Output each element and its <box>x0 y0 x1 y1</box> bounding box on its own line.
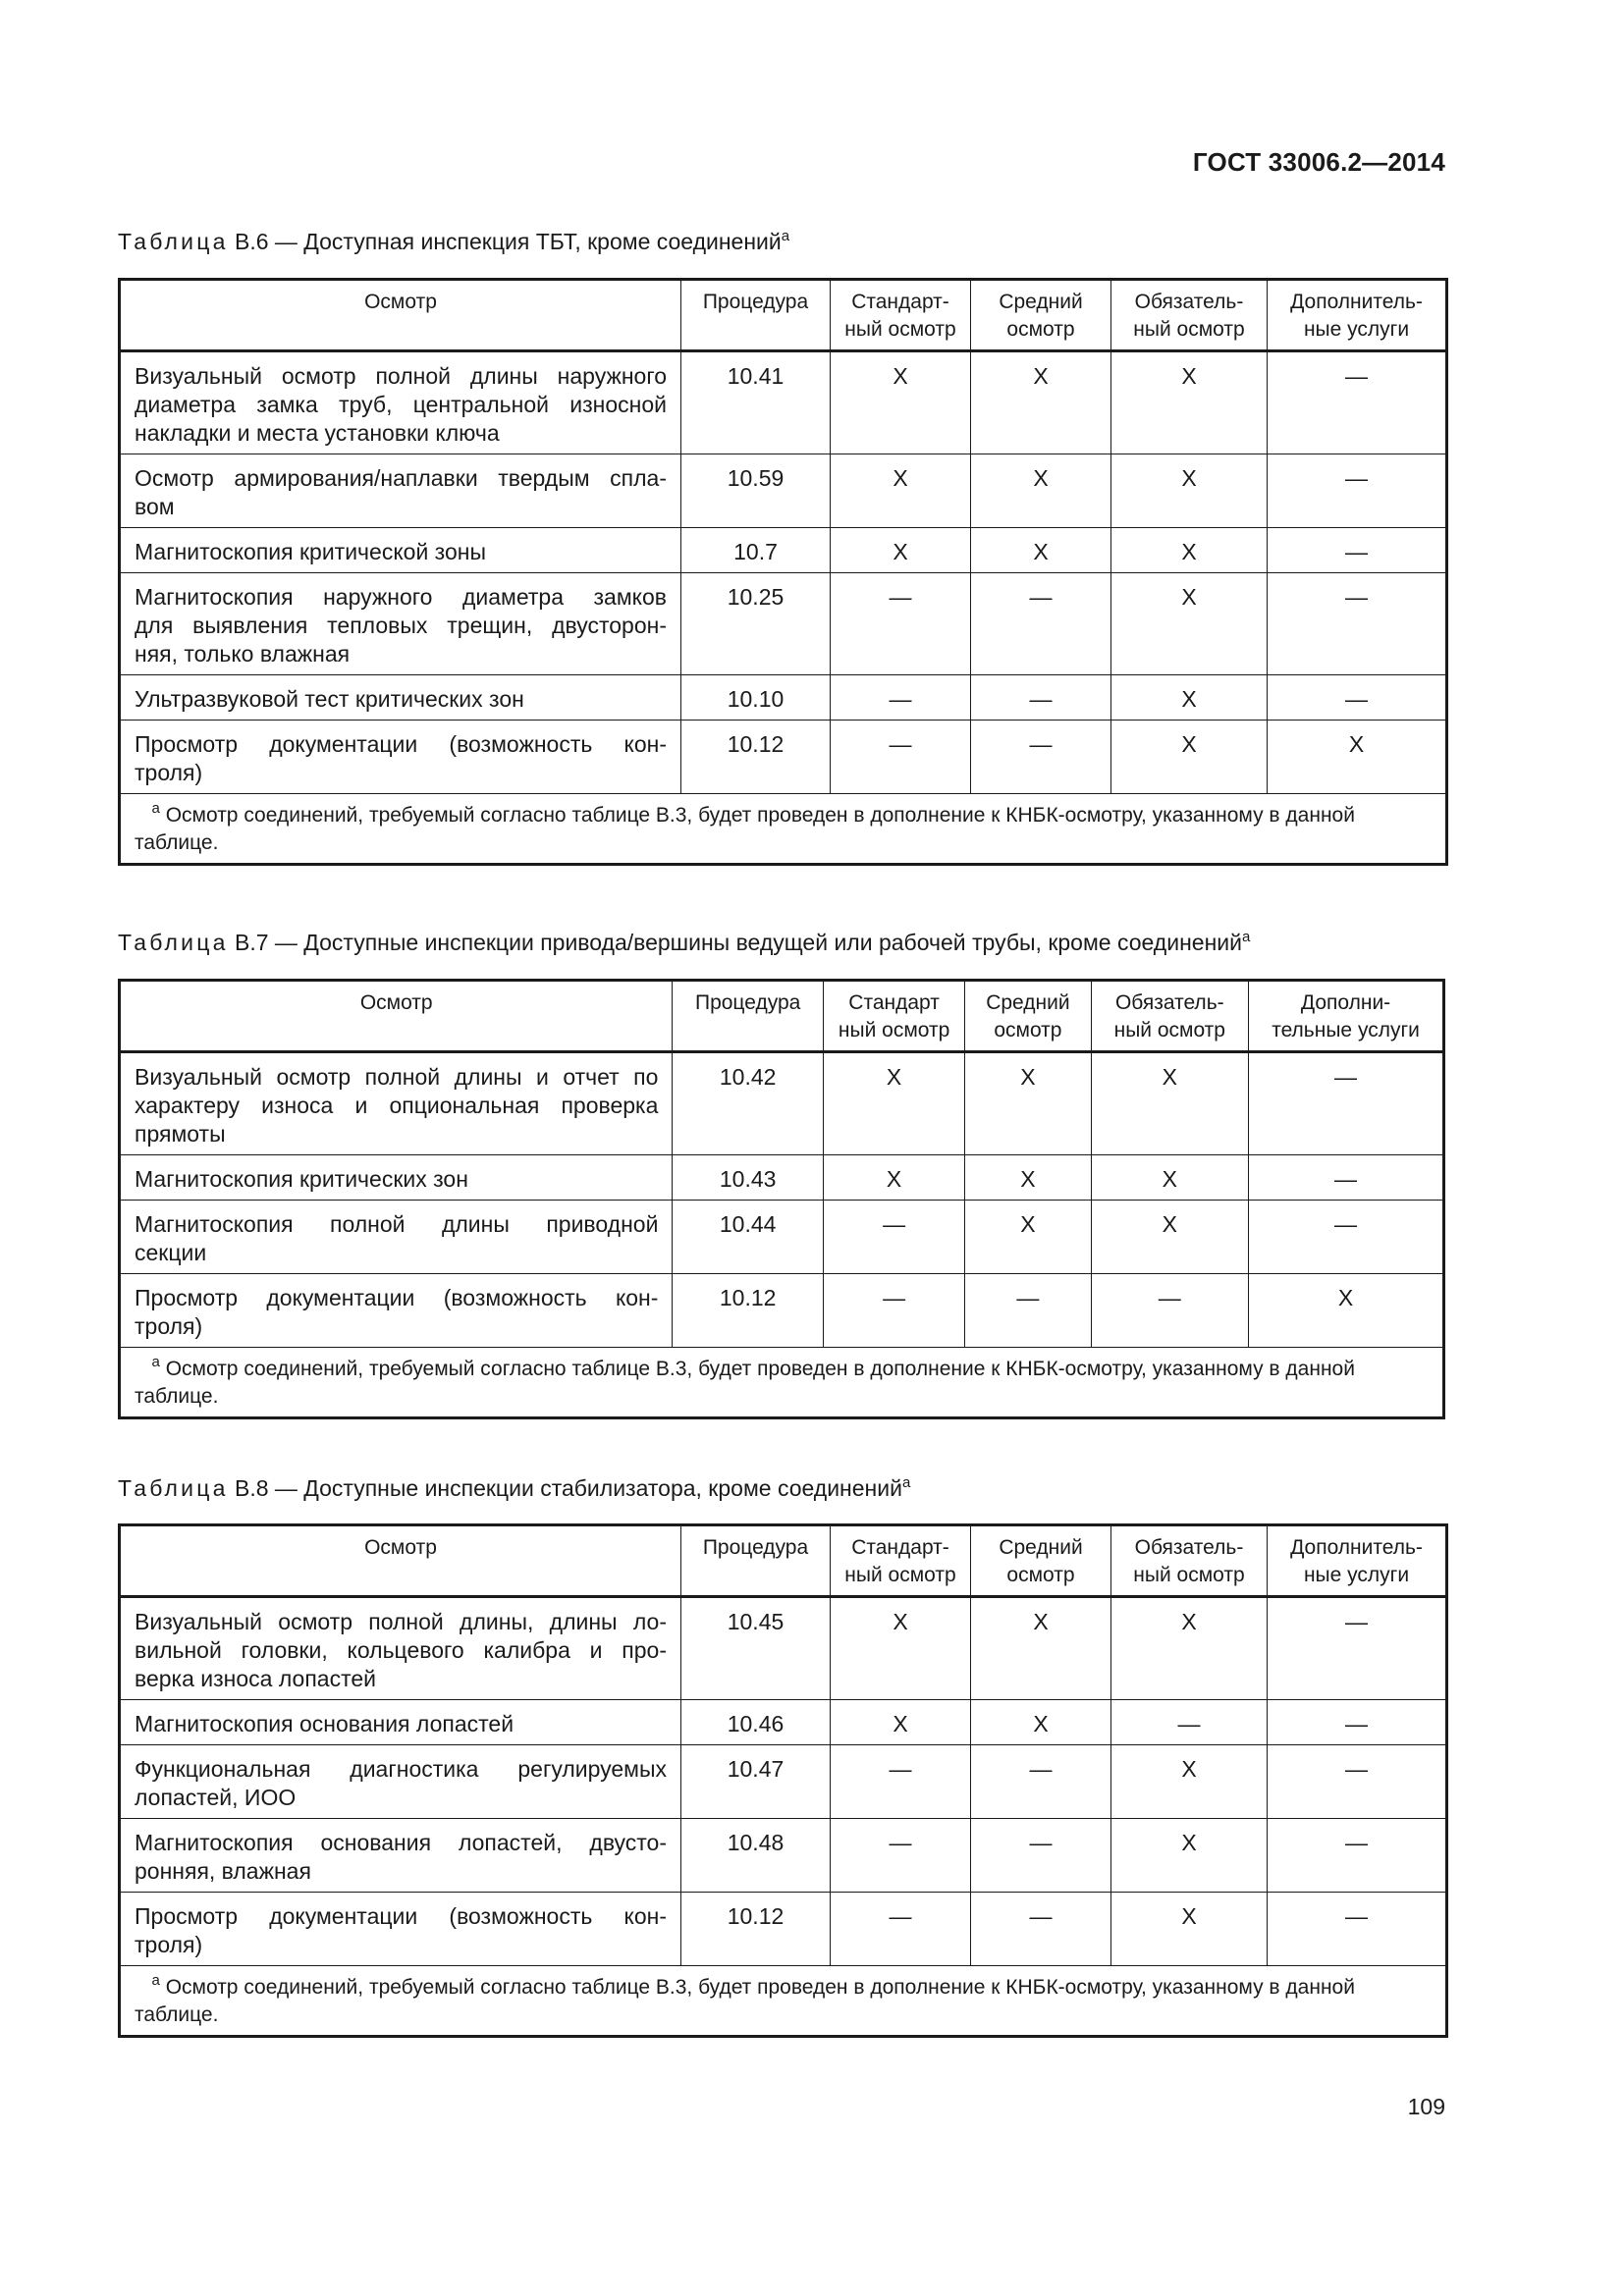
inspection-description <box>120 1893 681 1966</box>
col-mandatory-cell: X <box>1111 1819 1268 1893</box>
col-medium-cell: X <box>971 1597 1111 1700</box>
table-row <box>120 721 1447 794</box>
table-b8 <box>118 1523 1448 2038</box>
col-procedure-cell: 10.46 <box>681 1700 831 1745</box>
description-line: Визуальный осмотр полной длины и отчет по <box>135 1064 659 1090</box>
col-mandatory-cell: X <box>1111 528 1268 573</box>
header-line: Дополнитель- <box>1290 291 1423 313</box>
header-line: Осмотр <box>364 291 437 313</box>
col-standard-cell: X <box>831 1700 971 1745</box>
description-line: ронняя, влажная <box>135 1858 311 1884</box>
col-medium-cell: — <box>971 721 1111 794</box>
inspection-description <box>120 675 681 721</box>
col-medium-cell: X <box>971 351 1111 454</box>
header-line: ные услуги <box>1303 318 1410 341</box>
inspection-description <box>120 1052 673 1155</box>
header-line: осмотр <box>994 1019 1062 1041</box>
table-caption-b7 <box>118 929 1250 956</box>
col-additional-cell: — <box>1268 675 1447 721</box>
col-medium-cell: — <box>971 675 1111 721</box>
table-footnote <box>120 1966 1447 2037</box>
col-mandatory-cell: — <box>1111 1700 1268 1745</box>
col-mandatory-cell: X <box>1111 1597 1268 1700</box>
table-b6 <box>118 278 1448 866</box>
description-line: Ультразвуковой тест критических зон <box>135 686 524 712</box>
header-line: осмотр <box>1006 318 1075 341</box>
description-line: секции <box>135 1240 207 1265</box>
col-mandatory-cell: X <box>1111 721 1268 794</box>
col-procedure-cell: 10.42 <box>673 1052 823 1155</box>
table-row <box>120 454 1447 528</box>
col-medium-header <box>971 1525 1111 1597</box>
description-line: вом <box>135 494 175 519</box>
table-header <box>120 1525 1447 1597</box>
header-line: ные услуги <box>1303 1564 1410 1586</box>
footnote-row <box>120 1966 1447 2037</box>
header-line: Стандарт <box>848 991 940 1014</box>
caption-prefix: Таблица <box>118 930 229 955</box>
col-procedure-cell: 10.12 <box>681 1893 831 1966</box>
description-line: Просмотр документации (возможность кон- <box>135 1903 667 1929</box>
description-line: троля) <box>135 760 203 785</box>
page-number: 109 <box>1407 2094 1445 2119</box>
col-inspection-header <box>120 981 673 1052</box>
col-mandatory-cell: X <box>1111 675 1268 721</box>
col-additional-cell: — <box>1268 351 1447 454</box>
description-line: троля) <box>135 1313 203 1339</box>
col-standard-cell: — <box>831 1745 971 1819</box>
footnote-row <box>120 794 1447 865</box>
col-standard-cell: X <box>823 1155 964 1201</box>
description-line: Магнитоскопия критической зоны <box>135 539 486 564</box>
col-additional-cell: — <box>1268 1745 1447 1819</box>
description-line: диаметра замка труб, центральной износной <box>135 392 667 417</box>
col-procedure-cell: 10.47 <box>681 1745 831 1819</box>
description-line: для выявления тепловых трещин, двусторон- <box>135 613 667 638</box>
col-mandatory-cell: X <box>1111 351 1268 454</box>
col-standard-cell: — <box>831 573 971 675</box>
description-line: Просмотр документации (возможность кон- <box>135 1285 659 1310</box>
table-row <box>120 351 1447 454</box>
col-mandatory-cell: X <box>1111 1745 1268 1819</box>
col-mandatory-cell: — <box>1091 1274 1249 1348</box>
col-standard-cell: — <box>831 1893 971 1966</box>
col-additional-cell: — <box>1268 1893 1447 1966</box>
col-additional-cell: — <box>1249 1155 1444 1201</box>
col-procedure-header <box>673 981 823 1052</box>
col-procedure-cell: 10.10 <box>681 675 831 721</box>
col-mandatory-header <box>1091 981 1249 1052</box>
header-line: осмотр <box>1006 1564 1075 1586</box>
inspection-description <box>120 1819 681 1893</box>
table-row <box>120 573 1447 675</box>
col-additional-cell: — <box>1268 454 1447 528</box>
document-header: ГОСТ 33006.2—2014 <box>1192 147 1445 177</box>
col-standard-cell: X <box>823 1052 964 1155</box>
header-line: Процедура <box>702 291 809 313</box>
description-line: Визуальный осмотр полной длины наружного <box>135 363 667 389</box>
col-medium-cell: X <box>971 454 1111 528</box>
header-row <box>120 280 1447 351</box>
table-row <box>120 675 1447 721</box>
caption-text: В.7 — Доступные инспекции привода/вершины ведущей или рабочей трубы, кроме соединений <box>234 930 1242 955</box>
col-medium-header <box>971 280 1111 351</box>
col-standard-header <box>831 280 971 351</box>
col-standard-header <box>823 981 964 1052</box>
col-additional-header <box>1268 280 1447 351</box>
header-line: ный осмотр <box>1133 318 1245 341</box>
col-procedure-header <box>681 1525 831 1597</box>
description-line: Магнитоскопия полной длины приводной <box>135 1211 659 1237</box>
caption-footnote-mark: a <box>901 1474 911 1491</box>
table-row <box>120 1274 1444 1348</box>
col-additional-cell: — <box>1268 1819 1447 1893</box>
col-mandatory-cell: X <box>1111 454 1268 528</box>
col-procedure-cell: 10.59 <box>681 454 831 528</box>
col-additional-cell: — <box>1268 528 1447 573</box>
header-line: Обязатель- <box>1134 1536 1244 1559</box>
col-standard-header <box>831 1525 971 1597</box>
header-line: Средний <box>999 1536 1083 1559</box>
col-mandatory-cell: X <box>1111 1893 1268 1966</box>
header-line: ный осмотр <box>838 1019 950 1041</box>
description-line: Магнитоскопия наружного диаметра замков <box>135 584 667 610</box>
col-standard-cell: — <box>823 1274 964 1348</box>
inspection-description <box>120 573 681 675</box>
inspection-description <box>120 1155 673 1201</box>
inspection-description <box>120 1274 673 1348</box>
caption-footnote-mark: a <box>781 228 790 244</box>
col-standard-cell: X <box>831 1597 971 1700</box>
footnote-text: Осмотр соединений, требуемый согласно таблице В.3, будет проведен в дополнение к КНБК-осмотру, указанному в данной таблице. <box>135 1976 1355 2026</box>
inspection-description <box>120 721 681 794</box>
caption-footnote-mark: a <box>1241 929 1251 945</box>
description-line: Магнитоскопия критических зон <box>135 1166 468 1192</box>
col-standard-cell: — <box>831 721 971 794</box>
footnote-row <box>120 1348 1444 1418</box>
col-procedure-cell: 10.45 <box>681 1597 831 1700</box>
header-line: Обязатель- <box>1134 291 1244 313</box>
table-body <box>120 1597 1447 2037</box>
footnote-mark: a <box>151 1354 160 1370</box>
col-procedure-cell: 10.48 <box>681 1819 831 1893</box>
col-additional-cell: — <box>1268 1700 1447 1745</box>
col-procedure-cell: 10.43 <box>673 1155 823 1201</box>
col-procedure-cell: 10.7 <box>681 528 831 573</box>
col-medium-cell: X <box>971 528 1111 573</box>
header-line: Процедура <box>694 991 801 1014</box>
header-line: ный осмотр <box>1113 1019 1225 1041</box>
col-standard-cell: — <box>831 675 971 721</box>
table-row <box>120 1745 1447 1819</box>
col-medium-cell: — <box>971 1745 1111 1819</box>
caption-prefix: Таблица <box>118 229 229 254</box>
table-header <box>120 981 1444 1052</box>
footnote-text: Осмотр соединений, требуемый согласно таблице В.3, будет проведен в дополнение к КНБК-осмотру, указанному в данной таблице. <box>135 804 1355 854</box>
description-line: верка износа лопастей <box>135 1666 376 1691</box>
col-procedure-cell: 10.41 <box>681 351 831 454</box>
col-additional-cell: — <box>1249 1052 1444 1155</box>
description-line: характеру износа и опциональная проверка <box>135 1093 659 1118</box>
col-medium-cell: X <box>965 1052 1091 1155</box>
footnote-text: Осмотр соединений, требуемый согласно таблице В.3, будет проведен в дополнение к КНБК-осмотру, указанному в данной таблице. <box>135 1358 1355 1408</box>
col-procedure-cell: 10.25 <box>681 573 831 675</box>
header-line: Осмотр <box>364 1536 437 1559</box>
col-mandatory-header <box>1111 280 1268 351</box>
col-procedure-cell: 10.44 <box>673 1201 823 1274</box>
col-medium-cell: — <box>971 573 1111 675</box>
caption-text: В.6 — Доступная инспекция ТБТ, кроме соединений <box>234 229 782 254</box>
table-row <box>120 1201 1444 1274</box>
inspection-description <box>120 1745 681 1819</box>
header-line: Стандарт- <box>851 1536 949 1559</box>
header-line: Осмотр <box>359 991 433 1014</box>
table-row <box>120 1052 1444 1155</box>
table-row <box>120 528 1447 573</box>
col-additional-cell: — <box>1268 573 1447 675</box>
description-line: Просмотр документации (возможность кон- <box>135 731 667 757</box>
header-line: ный осмотр <box>844 318 956 341</box>
col-procedure-header <box>681 280 831 351</box>
inspection-description <box>120 1201 673 1274</box>
inspection-description <box>120 454 681 528</box>
inspection-description <box>120 528 681 573</box>
table-row <box>120 1893 1447 1966</box>
col-medium-cell: X <box>965 1201 1091 1274</box>
col-medium-cell: X <box>965 1155 1091 1201</box>
header-line: Средний <box>986 991 1070 1014</box>
col-additional-header <box>1249 981 1444 1052</box>
col-additional-cell: — <box>1249 1201 1444 1274</box>
col-medium-cell: — <box>971 1893 1111 1966</box>
description-line: Магнитоскопия основания лопастей <box>135 1711 514 1736</box>
header-line: Дополнитель- <box>1290 1536 1423 1559</box>
table-caption-b8 <box>118 1474 910 1502</box>
col-mandatory-cell: X <box>1091 1052 1249 1155</box>
description-line: троля) <box>135 1932 203 1957</box>
description-line: Функциональная диагностика регулируемых <box>135 1756 667 1782</box>
col-standard-cell: — <box>823 1201 964 1274</box>
col-standard-cell: X <box>831 351 971 454</box>
col-medium-cell: — <box>965 1274 1091 1348</box>
col-additional-cell: X <box>1249 1274 1444 1348</box>
header-line: Средний <box>999 291 1083 313</box>
col-inspection-header <box>120 280 681 351</box>
header-line: ный осмотр <box>844 1564 956 1586</box>
inspection-description <box>120 351 681 454</box>
col-medium-header <box>965 981 1091 1052</box>
table-b7 <box>118 979 1445 1419</box>
col-additional-cell: — <box>1268 1597 1447 1700</box>
col-procedure-cell: 10.12 <box>681 721 831 794</box>
footnote-mark: a <box>151 800 160 817</box>
table-row <box>120 1597 1447 1700</box>
header-line: ный осмотр <box>1133 1564 1245 1586</box>
col-mandatory-cell: X <box>1091 1201 1249 1274</box>
inspection-description <box>120 1700 681 1745</box>
description-line: няя, только влажная <box>135 641 351 667</box>
header-line: Обязатель- <box>1114 991 1224 1014</box>
table-caption-b6 <box>118 228 789 255</box>
col-mandatory-header <box>1111 1525 1268 1597</box>
header-line: тельные услуги <box>1272 1019 1420 1041</box>
table-row <box>120 1700 1447 1745</box>
header-row <box>120 981 1444 1052</box>
caption-prefix: Таблица <box>118 1475 229 1501</box>
col-medium-cell: X <box>971 1700 1111 1745</box>
header-line: Дополни- <box>1300 991 1391 1014</box>
table-header <box>120 280 1447 351</box>
header-line: Стандарт- <box>851 291 949 313</box>
col-standard-cell: X <box>831 528 971 573</box>
col-medium-cell: — <box>971 1819 1111 1893</box>
header-row <box>120 1525 1447 1597</box>
table-footnote <box>120 794 1447 865</box>
col-procedure-cell: 10.12 <box>673 1274 823 1348</box>
description-line: Визуальный осмотр полной длины, длины ло- <box>135 1609 667 1634</box>
col-inspection-header <box>120 1525 681 1597</box>
col-additional-cell: X <box>1268 721 1447 794</box>
col-mandatory-cell: X <box>1091 1155 1249 1201</box>
caption-text: В.8 — Доступные инспекции стабилизатора, кроме соединений <box>234 1475 902 1501</box>
description-line: лопастей, ИОО <box>135 1785 297 1810</box>
description-line: Магнитоскопия основания лопастей, двусто- <box>135 1830 667 1855</box>
col-mandatory-cell: X <box>1111 573 1268 675</box>
col-standard-cell: X <box>831 454 971 528</box>
col-standard-cell: — <box>831 1819 971 1893</box>
table-row <box>120 1155 1444 1201</box>
col-additional-header <box>1268 1525 1447 1597</box>
table-row <box>120 1819 1447 1893</box>
header-line: Процедура <box>702 1536 809 1559</box>
inspection-description <box>120 1597 681 1700</box>
description-line: накладки и места установки ключа <box>135 420 500 446</box>
description-line: вильной головки, кольцевого калибра и про- <box>135 1637 667 1663</box>
description-line: Осмотр армирования/наплавки твердым спла- <box>135 465 667 491</box>
table-body <box>120 351 1447 865</box>
footnote-mark: a <box>151 1972 160 1989</box>
table-footnote <box>120 1348 1444 1418</box>
description-line: прямоты <box>135 1121 226 1147</box>
table-body <box>120 1052 1444 1418</box>
